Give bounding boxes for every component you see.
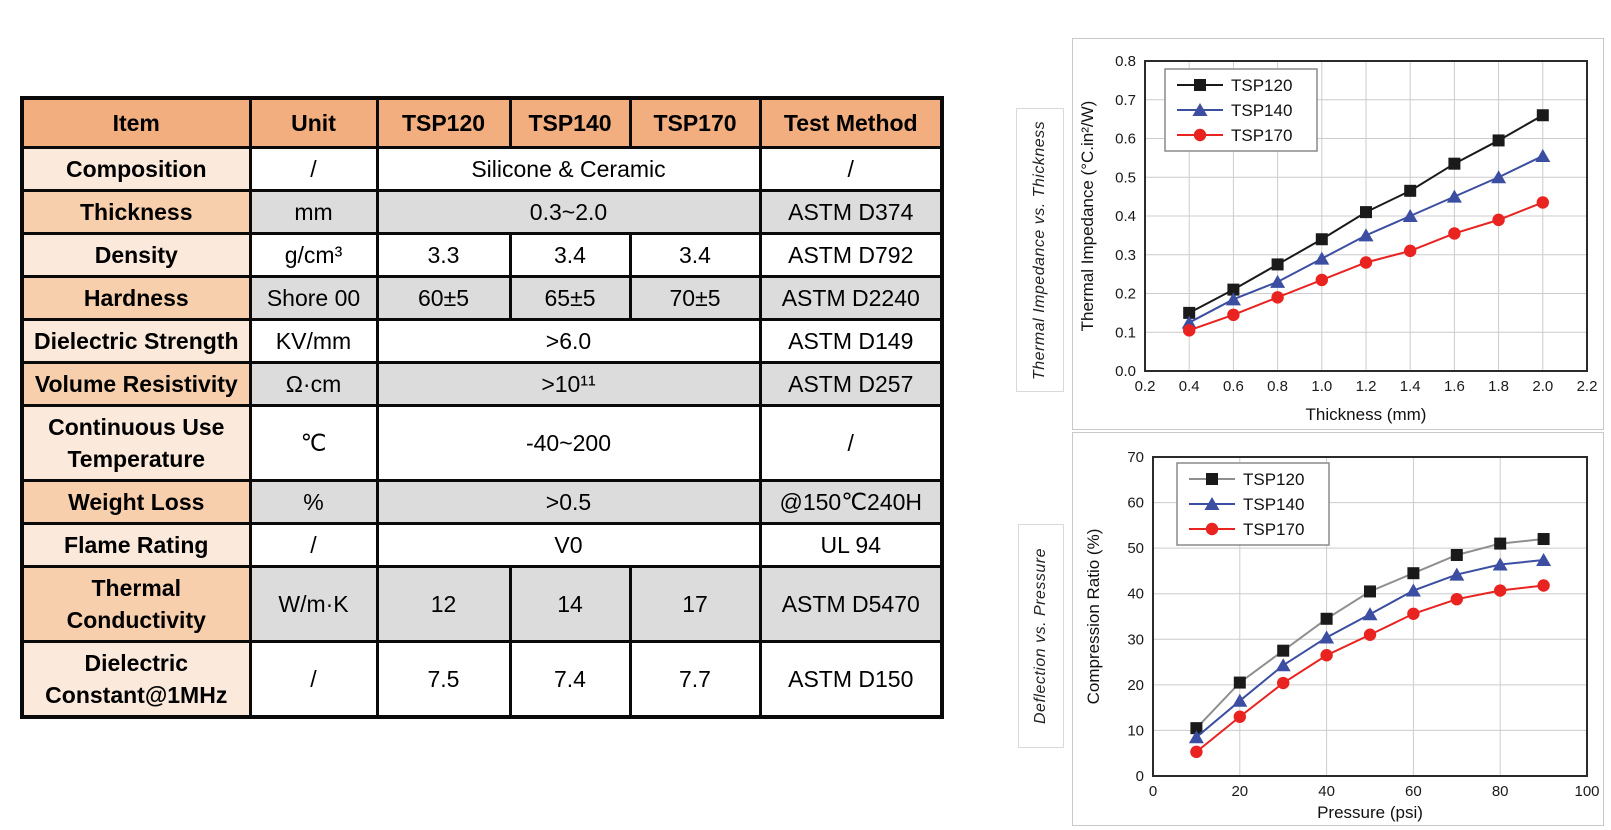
y-axis-title: Thermal Impedance (°C.in²/W) bbox=[1078, 100, 1097, 332]
thermal-impedance-chart-panel bbox=[1072, 38, 1604, 430]
circle-marker bbox=[1404, 245, 1416, 257]
legend-label: TSP170 bbox=[1243, 520, 1305, 539]
y-tick-label: 0.5 bbox=[1115, 169, 1136, 187]
unit-cell: / bbox=[250, 642, 377, 718]
y-axis-title: Compression Ratio (%) bbox=[1084, 528, 1103, 705]
legend-label: TSP120 bbox=[1231, 76, 1293, 95]
unit-cell: Ω·cm bbox=[250, 363, 377, 406]
circle-marker bbox=[1320, 649, 1332, 661]
x-axis-title: Thickness (mm) bbox=[1305, 405, 1427, 424]
circle-marker bbox=[1234, 711, 1246, 723]
x-tick-label: 0.2 bbox=[1134, 378, 1156, 395]
circle-marker bbox=[1364, 629, 1376, 641]
item-cell: Hardness bbox=[22, 277, 250, 320]
x-tick-label: 60 bbox=[1405, 783, 1422, 800]
legend-label: TSP120 bbox=[1243, 470, 1305, 489]
test-cell: ASTM D792 bbox=[760, 234, 942, 277]
square-marker bbox=[1277, 645, 1289, 657]
square-marker bbox=[1451, 549, 1463, 561]
test-cell: ASTM D2240 bbox=[760, 277, 942, 320]
circle-marker bbox=[1537, 579, 1549, 591]
circle-marker bbox=[1227, 309, 1239, 321]
x-tick-label: 0.6 bbox=[1222, 378, 1244, 395]
circle-marker bbox=[1190, 746, 1202, 758]
triangle-marker bbox=[1447, 190, 1462, 203]
item-cell: Thermal Conductivity bbox=[22, 567, 250, 642]
spec-table-container bbox=[20, 96, 944, 719]
item-cell: Weight Loss bbox=[22, 481, 250, 524]
test-cell: ASTM D149 bbox=[760, 320, 942, 363]
value-cell: >10¹¹ bbox=[377, 363, 760, 406]
y-tick-label: 0.7 bbox=[1115, 91, 1136, 109]
chart-legend bbox=[1177, 463, 1329, 545]
x-tick-label: 1.0 bbox=[1311, 378, 1333, 395]
col-header-test-method: Test Method bbox=[760, 98, 942, 148]
triangle-marker bbox=[1319, 630, 1334, 643]
unit-cell: ℃ bbox=[250, 406, 377, 481]
material-spec-table bbox=[20, 96, 944, 719]
y-tick-label: 50 bbox=[1127, 540, 1144, 558]
col-header-tsp120: TSP120 bbox=[377, 98, 510, 148]
y-tick-label: 0.6 bbox=[1115, 130, 1136, 148]
col-header-item: Item bbox=[22, 98, 250, 148]
y-tick-label: 0 bbox=[1135, 768, 1144, 785]
circle-marker bbox=[1448, 227, 1460, 239]
test-cell: ASTM D257 bbox=[760, 363, 942, 406]
value-cell: 7.7 bbox=[630, 642, 760, 718]
value-cell: 7.5 bbox=[377, 642, 510, 718]
item-cell: Flame Rating bbox=[22, 524, 250, 567]
value-cell: 60±5 bbox=[377, 277, 510, 320]
value-cell: >0.5 bbox=[377, 481, 760, 524]
value-cell: 3.3 bbox=[377, 234, 510, 277]
item-cell: Volume Resistivity bbox=[22, 363, 250, 406]
item-cell: Density bbox=[22, 234, 250, 277]
unit-cell: / bbox=[250, 524, 377, 567]
legend-square-marker bbox=[1194, 79, 1206, 91]
square-marker bbox=[1234, 677, 1246, 689]
circle-marker bbox=[1316, 274, 1328, 286]
table-row bbox=[22, 234, 942, 277]
square-marker bbox=[1494, 538, 1506, 550]
item-cell: Composition bbox=[22, 148, 250, 191]
circle-marker bbox=[1537, 196, 1549, 208]
y-tick-label: 70 bbox=[1127, 449, 1144, 466]
table-row bbox=[22, 148, 942, 191]
item-cell: Continuous Use Temperature bbox=[22, 406, 250, 481]
table-row bbox=[22, 320, 942, 363]
legend-circle-marker bbox=[1194, 129, 1206, 141]
x-tick-label: 1.2 bbox=[1355, 378, 1377, 395]
y-tick-label: 40 bbox=[1127, 585, 1144, 603]
triangle-marker bbox=[1314, 252, 1329, 265]
legend-label: TSP140 bbox=[1243, 495, 1305, 514]
square-marker bbox=[1538, 533, 1550, 545]
series-TSP170 bbox=[1190, 579, 1550, 758]
y-tick-label: 0.3 bbox=[1115, 246, 1136, 264]
value-cell: -40~200 bbox=[377, 406, 760, 481]
y-tick-label: 20 bbox=[1127, 676, 1144, 694]
unit-cell: / bbox=[250, 148, 377, 191]
circle-marker bbox=[1277, 677, 1289, 689]
square-marker bbox=[1537, 109, 1549, 121]
value-cell: 70±5 bbox=[630, 277, 760, 320]
table-row bbox=[22, 524, 942, 567]
square-marker bbox=[1360, 206, 1372, 218]
table-row bbox=[22, 363, 942, 406]
col-header-unit: Unit bbox=[250, 98, 377, 148]
unit-cell: W/m·K bbox=[250, 567, 377, 642]
square-marker bbox=[1316, 233, 1328, 245]
x-tick-label: 1.4 bbox=[1399, 378, 1421, 395]
value-cell: 17 bbox=[630, 567, 760, 642]
chart-legend bbox=[1165, 69, 1317, 151]
square-marker bbox=[1448, 158, 1460, 170]
table-row bbox=[22, 481, 942, 524]
test-cell: UL 94 bbox=[760, 524, 942, 567]
test-cell: / bbox=[760, 148, 942, 191]
table-row bbox=[22, 277, 942, 320]
triangle-marker bbox=[1363, 607, 1378, 620]
thermal-impedance-vs-thickness-chart bbox=[1073, 39, 1603, 429]
square-marker bbox=[1407, 567, 1419, 579]
y-tick-label: 30 bbox=[1127, 631, 1144, 649]
spec-table-body bbox=[22, 148, 942, 718]
test-cell: ASTM D374 bbox=[760, 191, 942, 234]
value-cell: Silicone & Ceramic bbox=[377, 148, 760, 191]
value-cell: >6.0 bbox=[377, 320, 760, 363]
test-cell: @150℃240H bbox=[760, 481, 942, 524]
legend-label: TSP170 bbox=[1231, 126, 1293, 145]
x-tick-label: 0 bbox=[1148, 783, 1158, 800]
value-cell: V0 bbox=[377, 524, 760, 567]
x-tick-label: 2.2 bbox=[1576, 378, 1598, 395]
legend-circle-marker bbox=[1206, 523, 1218, 535]
unit-cell: g/cm³ bbox=[250, 234, 377, 277]
triangle-marker bbox=[1270, 275, 1285, 288]
chart-side-label-deflection: Deflection vs. Pressure bbox=[1018, 524, 1064, 748]
y-tick-label: 0.2 bbox=[1115, 285, 1136, 303]
square-marker bbox=[1493, 134, 1505, 146]
chart-side-label-thermal-impedance: Thermal Impedance vs. Thickness bbox=[1016, 108, 1064, 392]
circle-marker bbox=[1271, 291, 1283, 303]
deflection-vs-pressure-chart bbox=[1073, 433, 1603, 825]
circle-marker bbox=[1360, 256, 1372, 268]
item-cell: Dielectric Strength bbox=[22, 320, 250, 363]
x-tick-label: 0.4 bbox=[1178, 378, 1200, 395]
circle-marker bbox=[1494, 584, 1506, 596]
circle-marker bbox=[1183, 324, 1195, 336]
unit-cell: KV/mm bbox=[250, 320, 377, 363]
square-marker bbox=[1321, 613, 1333, 625]
y-tick-label: 0.0 bbox=[1115, 363, 1136, 380]
y-tick-label: 60 bbox=[1127, 494, 1144, 512]
item-cell: Dielectric Constant@1MHz bbox=[22, 642, 250, 718]
x-tick-label: 80 bbox=[1491, 783, 1509, 800]
y-tick-label: 0.8 bbox=[1115, 53, 1136, 70]
square-marker bbox=[1404, 185, 1416, 197]
y-tick-label: 10 bbox=[1127, 722, 1144, 740]
x-tick-label: 1.8 bbox=[1488, 378, 1510, 395]
triangle-marker bbox=[1276, 658, 1291, 671]
x-tick-label: 2.0 bbox=[1532, 378, 1554, 395]
x-tick-label: 40 bbox=[1318, 783, 1335, 800]
unit-cell: Shore 00 bbox=[250, 277, 377, 320]
triangle-marker bbox=[1535, 149, 1550, 162]
x-axis-title: Pressure (psi) bbox=[1317, 803, 1423, 822]
test-cell: ASTM D150 bbox=[760, 642, 942, 718]
unit-cell: % bbox=[250, 481, 377, 524]
legend-label: TSP140 bbox=[1231, 101, 1293, 120]
unit-cell: mm bbox=[250, 191, 377, 234]
item-cell: Thickness bbox=[22, 191, 250, 234]
value-cell: 65±5 bbox=[510, 277, 630, 320]
y-tick-label: 0.4 bbox=[1115, 208, 1136, 225]
deflection-chart-panel bbox=[1072, 432, 1604, 826]
table-row bbox=[22, 642, 942, 718]
value-cell: 3.4 bbox=[630, 234, 760, 277]
circle-marker bbox=[1451, 593, 1463, 605]
square-marker bbox=[1272, 258, 1284, 270]
value-cell: 3.4 bbox=[510, 234, 630, 277]
table-row bbox=[22, 191, 942, 234]
x-tick-label: 1.6 bbox=[1443, 378, 1465, 395]
test-cell: ASTM D5470 bbox=[760, 567, 942, 642]
value-cell: 14 bbox=[510, 567, 630, 642]
value-cell: 12 bbox=[377, 567, 510, 642]
square-marker bbox=[1364, 585, 1376, 597]
triangle-marker bbox=[1359, 228, 1374, 241]
triangle-marker bbox=[1536, 553, 1551, 566]
value-cell: 7.4 bbox=[510, 642, 630, 718]
table-row bbox=[22, 406, 942, 481]
table-row bbox=[22, 567, 942, 642]
legend-square-marker bbox=[1206, 473, 1218, 485]
x-tick-label: 20 bbox=[1231, 783, 1249, 800]
triangle-marker bbox=[1406, 584, 1421, 597]
y-tick-label: 0.1 bbox=[1115, 324, 1136, 342]
table-header-row bbox=[22, 98, 942, 148]
test-cell: / bbox=[760, 406, 942, 481]
col-header-tsp170: TSP170 bbox=[630, 98, 760, 148]
value-cell: 0.3~2.0 bbox=[377, 191, 760, 234]
circle-marker bbox=[1407, 608, 1419, 620]
x-tick-label: 0.8 bbox=[1267, 378, 1289, 395]
circle-marker bbox=[1492, 214, 1504, 226]
x-tick-label: 100 bbox=[1574, 783, 1600, 800]
col-header-tsp140: TSP140 bbox=[510, 98, 630, 148]
